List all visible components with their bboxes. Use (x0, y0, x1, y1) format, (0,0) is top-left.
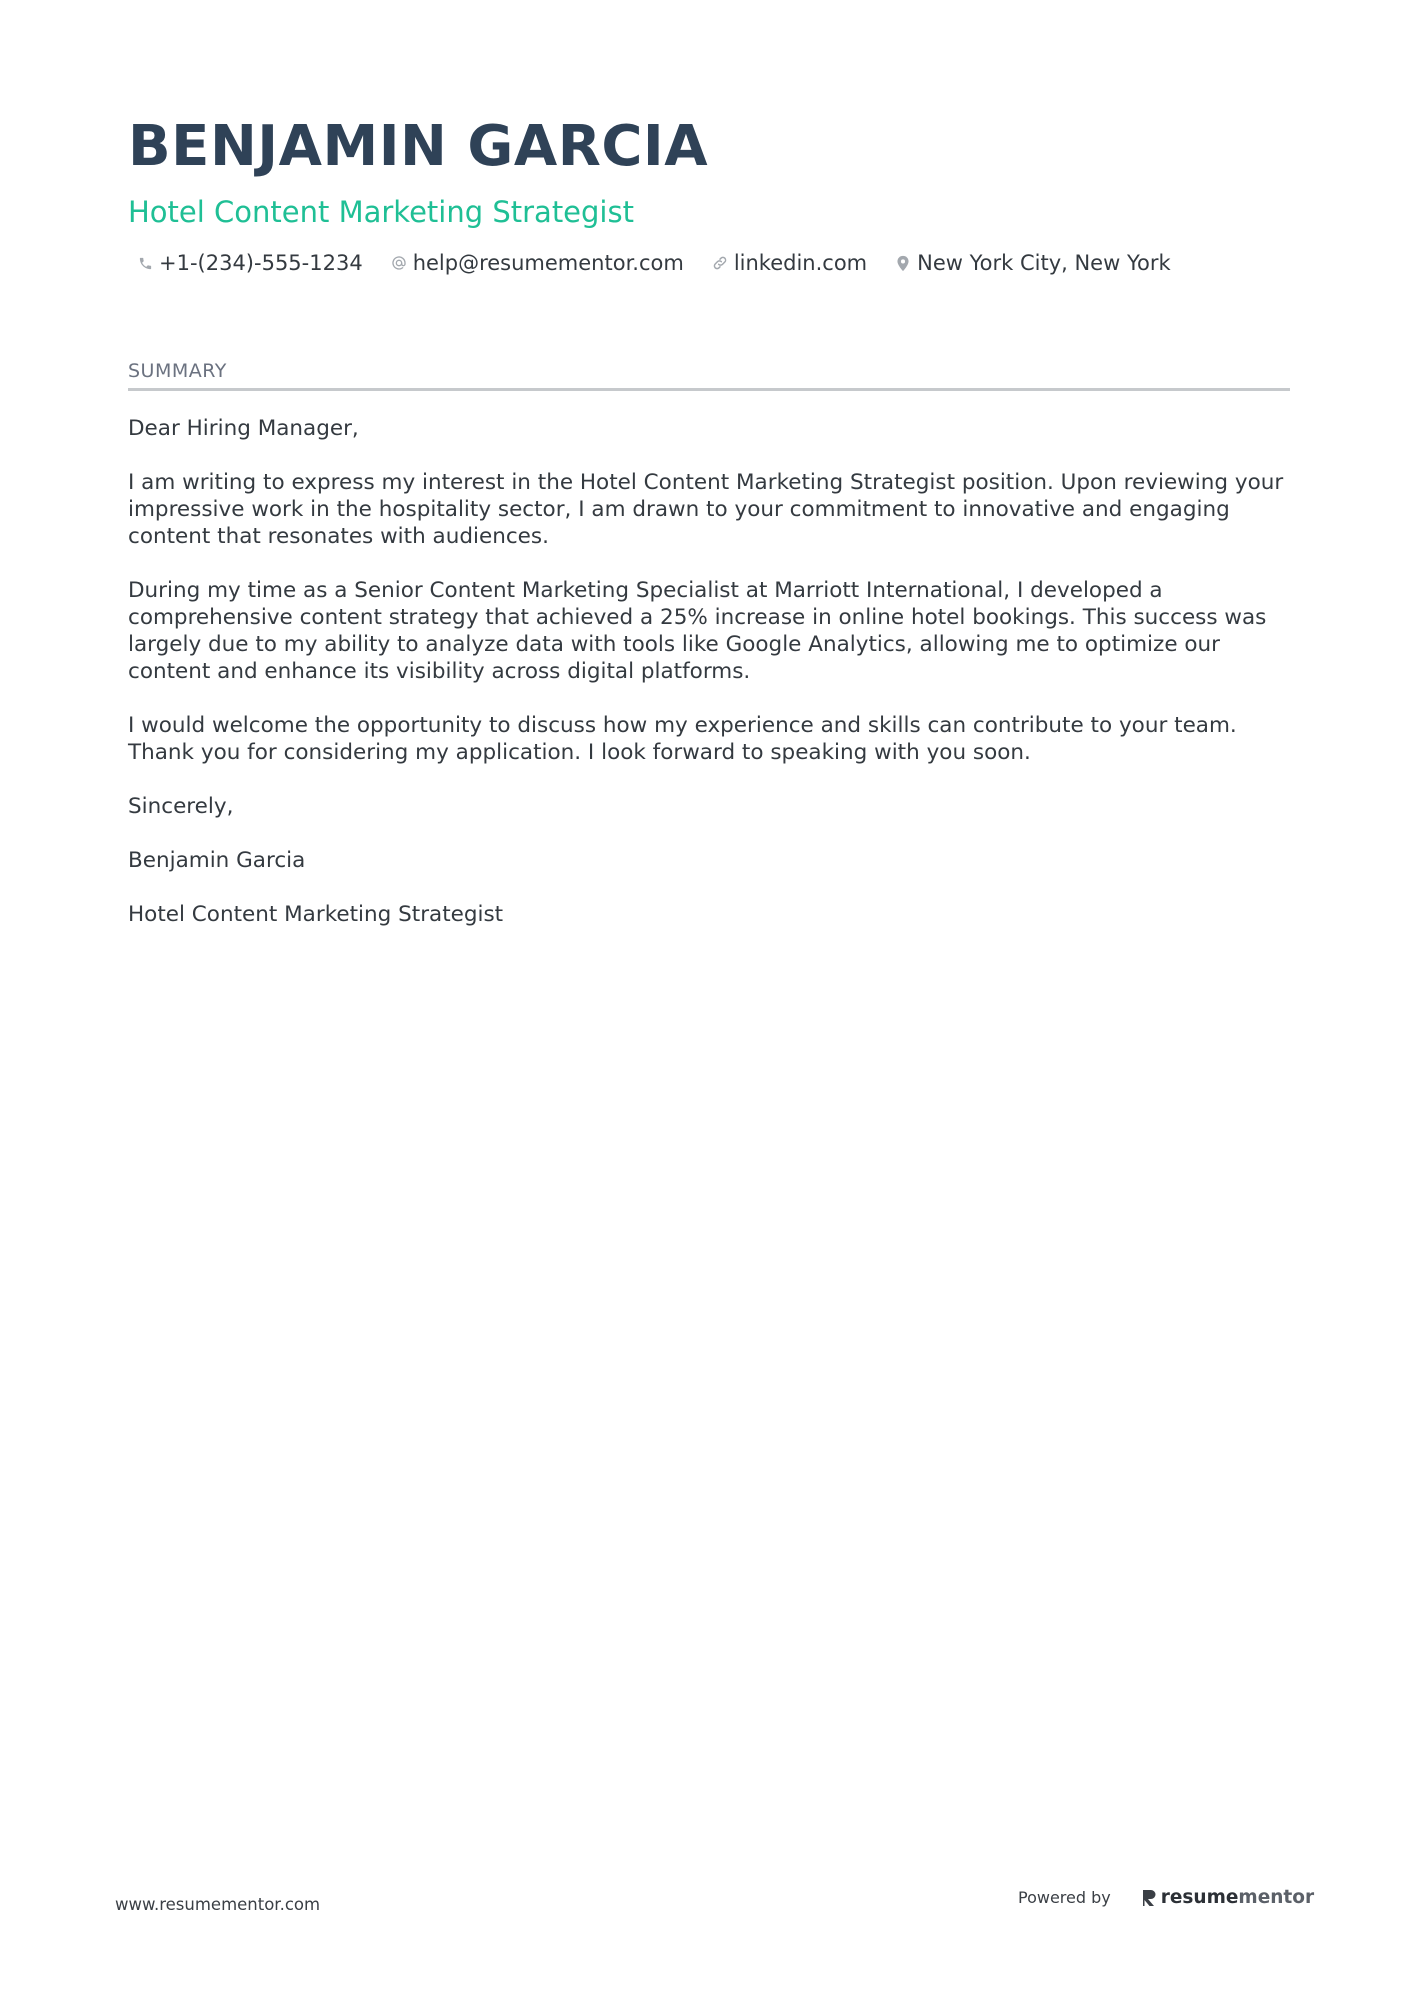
at-icon (391, 254, 407, 272)
brand-text-mentor: mentor (1238, 1887, 1315, 1908)
contact-row (137, 248, 1288, 278)
cover-letter-body (128, 415, 1290, 928)
footer-branding (1018, 1887, 1314, 1908)
contact-location (895, 248, 1171, 278)
phone-icon (137, 254, 153, 272)
link-icon (712, 254, 728, 272)
letter-closing: Sincerely, (128, 794, 234, 819)
letter-paragraph-2: During my time as a Senior Content Marketing Specialist at Marriott International, I developed a comprehensive content strategy that achieved a 25% increase in online hotel bookings. This success was largely due to my ability to analyze data with tools like Google Analytics, allowing me to optimize our content and enhance its visibility across digital platforms. (128, 578, 1267, 684)
letter-signature-title: Hotel Content Marketing Strategist (128, 902, 504, 927)
candidate-job-title: Hotel Content Marketing Strategist (128, 195, 634, 229)
contact-phone (137, 248, 363, 278)
location-pin-icon (895, 254, 911, 272)
letter-greeting: Dear Hiring Manager, (128, 416, 359, 441)
resume-header (128, 108, 1288, 278)
section-title-summary: SUMMARY (128, 358, 1290, 391)
summary-section (128, 358, 1290, 955)
contact-location-text: New York City, New York (917, 251, 1171, 275)
letter-paragraph-1: I am writing to express my interest in the Hotel Content Marketing Strategist position. Upon reviewing your impressive work in the hospitality sector, I am drawn to your commitment to innovative and engaging content that resonates with audiences. (128, 470, 1284, 549)
letter-paragraph-3: I would welcome the opportunity to discuss how my experience and skills can contribute to your team. Thank you for considering my application. I look forward to speaking with you soon. (128, 713, 1237, 765)
footer-website[interactable]: www.resumementor.com (115, 1895, 321, 1914)
contact-email-text[interactable]: help@resumementor.com (412, 251, 684, 275)
candidate-name: BENJAMIN GARCIA (128, 114, 709, 179)
contact-website-text[interactable]: linkedin.com (733, 251, 868, 275)
brand-text-resume: resume (1160, 1887, 1239, 1908)
powered-by-label: Powered by (1018, 1888, 1111, 1907)
contact-website[interactable] (712, 248, 867, 278)
resumementor-logo-icon (1141, 1888, 1157, 1908)
contact-phone-text: +1-(234)-555-1234 (159, 251, 363, 275)
resumementor-brand[interactable] (1141, 1887, 1314, 1908)
letter-signature-name: Benjamin Garcia (128, 848, 306, 873)
contact-email[interactable] (391, 248, 684, 278)
